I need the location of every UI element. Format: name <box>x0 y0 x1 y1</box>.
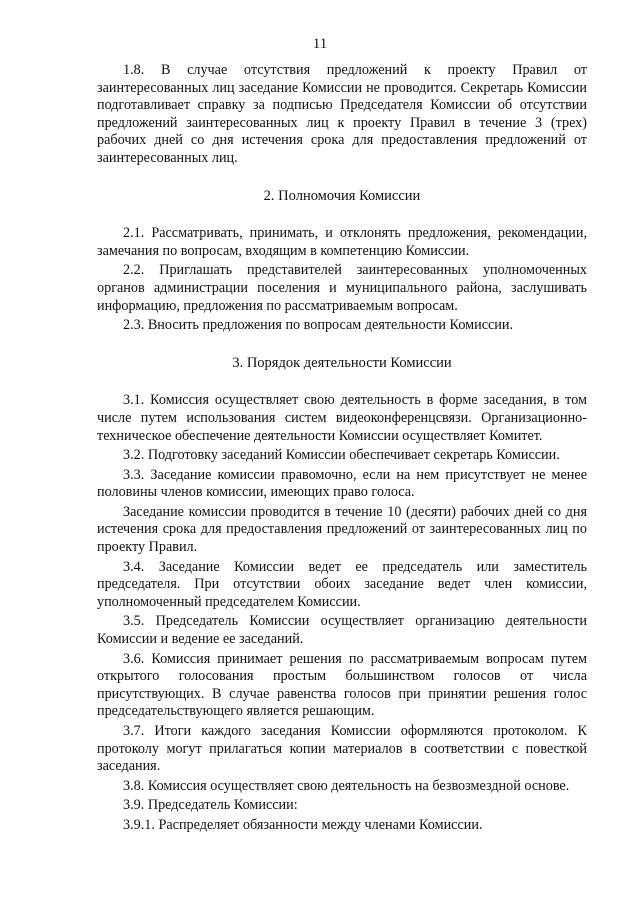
paragraph-3-6: 3.6. Комиссия принимает решения по рассматриваемым вопросам путем открытого голосования простым большинством голосов от числа присутствующих. В случае равенства голосов при принятии решения голос председательствующего является решающим. <box>97 650 587 720</box>
section-2-heading: 2. Полномочия Комиссии <box>263 187 421 204</box>
paragraph-2-3: 2.3. Вносить предложения по вопросам деятельности Комиссии. <box>123 317 514 334</box>
paragraph-1-8: 1.8. В случае отсутствия предложений к проекту Правил от заинтересованных лиц заседание Комиссии не проводится. Секретарь Комиссии подготавливает справку за подписью Председателя Комиссии об отсутствии предложений заинтересованных лиц к проекту Правил в течение 3 (трех) рабочих дней со дня истечения срока для предоставления предложений от заинтересованных лиц. <box>97 62 587 166</box>
paragraph-3-8: 3.8. Комиссия осуществляет свою деятельность на безвозмездной основе. <box>123 777 570 794</box>
paragraph-2-2: 2.2. Приглашать представителей заинтересованных уполномоченных органов администрации поселения и муниципального района, заслушивать информацию, предложения по рассматриваемым вопросам. <box>97 262 587 314</box>
paragraph-3-4: 3.4. Заседание Комиссии ведет ее председатель или заместитель председателя. При отсутствии обоих заседание ведет член комиссии, уполномоченный председателем Комиссии. <box>97 558 587 610</box>
paragraph-3-3-continued: Заседание комиссии проводится в течение 10 (десяти) рабочих дней со дня истечения срока для предоставления предложений от заинтересованных лиц по проекту Правил. <box>97 503 587 556</box>
paragraph-3-9: 3.9. Председатель Комиссии: <box>123 797 298 814</box>
paragraph-3-1: 3.1. Комиссия осуществляет свою деятельность в форме заседания, в том числе путем использования систем видеоконференцсвязи. Организационно-техническое обеспечение деятельности Комиссии осуществляет Комитет. <box>97 392 587 444</box>
page-number: 11 <box>312 36 328 52</box>
paragraph-3-7: 3.7. Итоги каждого заседания Комиссии оформляются протоколом. К протоколу могут прилагаться копии материалов в соответствии с повесткой заседания. <box>97 723 587 775</box>
paragraph-3-9-1: 3.9.1. Распределяет обязанности между членами Комиссии. <box>123 816 483 833</box>
paragraph-3-5: 3.5. Председатель Комиссии осуществляет организацию деятельности Комиссии и ведение ее заседаний. <box>97 613 587 648</box>
section-3-heading: 3. Порядок деятельности Комиссии <box>232 354 452 371</box>
paragraph-2-1: 2.1. Рассматривать, принимать, и отклонять предложения, рекомендации, замечания по вопросам, входящим в компетенцию Комиссии. <box>97 225 587 259</box>
paragraph-3-2: 3.2. Подготовку заседаний Комиссии обеспечивает секретарь Комиссии. <box>123 447 560 464</box>
document-body <box>97 62 587 835</box>
paragraph-3-3: 3.3. Заседание комиссии правомочно, если на нем присутствует не менее половины членов комиссии, имеющих право голоса. <box>97 466 587 501</box>
